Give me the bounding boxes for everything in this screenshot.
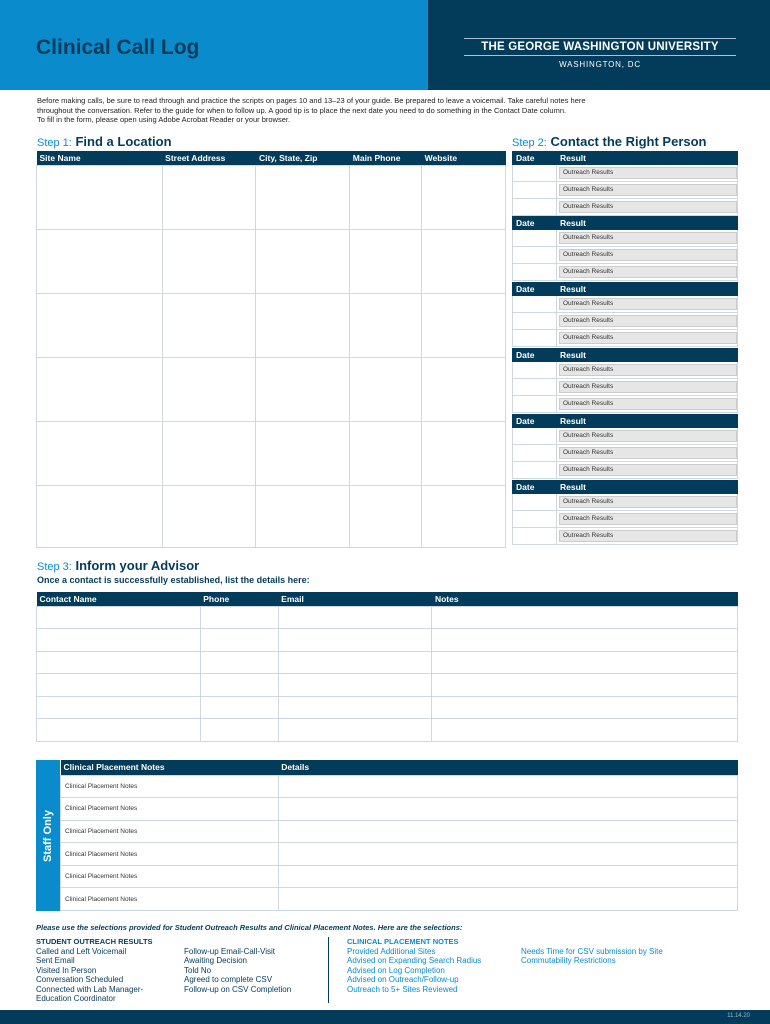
outreach-results-select[interactable]: Outreach Results — [559, 167, 737, 179]
step2-prefix: Step 2: — [512, 137, 547, 149]
advisor-cell[interactable] — [278, 606, 432, 629]
location-row — [37, 421, 506, 485]
contact-group — [512, 348, 738, 413]
location-cell[interactable] — [350, 229, 422, 293]
advisor-row — [37, 651, 738, 674]
date-field[interactable] — [513, 494, 557, 510]
intro-line: throughout the conversation. Refer to the guide for when to follow up. A good tip is to place the next date you need to do something in the Contact Date column. — [37, 105, 567, 115]
contact-group-header — [512, 151, 738, 165]
advisor-cell[interactable] — [278, 719, 432, 742]
step3-prefix: Step 3: — [37, 561, 72, 573]
location-table — [36, 151, 506, 548]
advisor-cell[interactable] — [432, 674, 738, 697]
contact-row — [512, 511, 738, 528]
col-website: Website — [422, 151, 506, 165]
location-row — [37, 293, 506, 357]
outreach-results-select[interactable]: Outreach Results — [559, 232, 737, 244]
date-field[interactable] — [513, 264, 557, 280]
location-row — [37, 165, 506, 229]
location-cell[interactable] — [37, 293, 163, 357]
contact-group — [512, 480, 738, 545]
step1-prefix: Step 1: — [37, 137, 72, 149]
location-cell[interactable] — [37, 229, 163, 293]
contact-group-header — [512, 414, 738, 428]
step3-subtitle: Once a contact is successfully established, list the details here: — [37, 575, 310, 585]
selection-option: Needs Time for CSV submission by Site — [521, 946, 663, 956]
university-logo: THE GEORGE WASHINGTON UNIVERSITY — [464, 38, 736, 56]
date-field[interactable] — [513, 199, 557, 215]
contact-row — [512, 247, 738, 264]
selection-option: Provided Additional Sites — [347, 946, 436, 956]
date-field[interactable] — [513, 247, 557, 263]
location-cell[interactable] — [162, 229, 256, 293]
advisor-cell[interactable] — [432, 651, 738, 674]
date-label: Date — [516, 284, 535, 294]
location-row — [37, 485, 506, 547]
selection-option: Sent Email — [36, 956, 75, 965]
location-cell[interactable] — [37, 165, 163, 229]
date-field[interactable] — [513, 379, 557, 395]
col-contact-name: Contact Name — [37, 592, 201, 606]
contact-row — [512, 165, 738, 182]
clinical-placement-table — [60, 760, 738, 911]
location-cell[interactable] — [422, 357, 506, 421]
contact-group-header — [512, 348, 738, 362]
advisor-row — [37, 696, 738, 719]
contact-row — [512, 296, 738, 313]
selection-option: Advised on Outreach/Follow-up — [347, 975, 459, 984]
advisor-cell[interactable] — [200, 651, 278, 674]
location-cell[interactable] — [256, 165, 350, 229]
selection-option: Conversation Scheduled — [36, 975, 124, 984]
advisor-table — [36, 592, 738, 742]
location-cell[interactable] — [37, 485, 163, 547]
clinical-placement-row — [61, 775, 738, 798]
clinical-placement-row — [61, 798, 738, 821]
location-cell[interactable] — [422, 293, 506, 357]
intro-text — [37, 96, 737, 125]
clinical-placement-row — [61, 888, 738, 911]
clinical-placement-notes-select[interactable]: Clinical Placement Notes — [61, 888, 279, 911]
location-cell[interactable] — [350, 165, 422, 229]
advisor-cell[interactable] — [432, 629, 738, 652]
selection-option: Awaiting Decision — [184, 956, 247, 965]
date-label: Date — [516, 350, 535, 360]
outreach-results-select[interactable]: Outreach Results — [559, 364, 737, 376]
result-label: Result — [560, 350, 586, 360]
selection-option: Follow-up on CSV Completion — [184, 984, 292, 994]
advisor-cell[interactable] — [200, 606, 278, 629]
col-street-address: Street Address — [162, 151, 256, 165]
location-cell[interactable] — [256, 357, 350, 421]
advisor-row — [37, 674, 738, 697]
contact-row — [512, 264, 738, 281]
contact-row — [512, 182, 738, 199]
location-cell[interactable] — [350, 485, 422, 547]
divider — [328, 937, 329, 1003]
clinical-placement-notes-select[interactable]: Clinical Placement Notes — [61, 843, 279, 866]
clinical-placement-row — [61, 843, 738, 866]
selection-option: Education Coordinator — [36, 994, 116, 1003]
footer-code: 11.14.20 — [727, 1013, 750, 1019]
location-cell[interactable] — [256, 421, 350, 485]
details-field[interactable] — [278, 820, 737, 843]
location-cell[interactable] — [162, 357, 256, 421]
step2-heading — [512, 134, 707, 149]
step1-heading — [37, 134, 172, 149]
advisor-cell[interactable] — [37, 719, 201, 742]
advisor-cell[interactable] — [432, 696, 738, 719]
student-outreach-heading: STUDENT OUTREACH RESULTS — [36, 937, 153, 946]
date-field[interactable] — [513, 362, 557, 378]
outreach-results-select[interactable]: Outreach Results — [559, 464, 737, 476]
date-label: Date — [516, 153, 535, 163]
col-email: Email — [278, 592, 432, 606]
location-cell[interactable] — [256, 293, 350, 357]
clinical-placement-list — [347, 937, 481, 994]
col-site-name: Site Name — [37, 151, 163, 165]
contact-row — [512, 494, 738, 511]
advisor-cell[interactable] — [37, 651, 201, 674]
outreach-results-select[interactable]: Outreach Results — [559, 315, 737, 327]
student-outreach-list — [36, 937, 153, 1004]
date-field[interactable] — [513, 445, 557, 461]
selection-option: Called and Left Voicemail — [36, 946, 127, 956]
contact-group — [512, 414, 738, 479]
location-cell[interactable] — [350, 357, 422, 421]
date-field[interactable] — [513, 462, 557, 478]
staff-only-tab — [36, 760, 60, 911]
date-field[interactable] — [513, 396, 557, 412]
result-label: Result — [560, 284, 586, 294]
contact-row — [512, 396, 738, 413]
date-field[interactable] — [513, 330, 557, 346]
contact-group-header — [512, 480, 738, 494]
advisor-cell[interactable] — [200, 629, 278, 652]
col-main-phone: Main Phone — [350, 151, 422, 165]
clinical-placement-row — [61, 820, 738, 843]
contact-row — [512, 230, 738, 247]
selection-option: Follow-up Email-Call-Visit — [184, 946, 275, 956]
outreach-results-select[interactable]: Outreach Results — [559, 201, 737, 213]
selection-option: Commutability Restrictions — [521, 956, 616, 965]
step2-title: Contact the Right Person — [550, 134, 707, 149]
location-cell[interactable] — [422, 165, 506, 229]
advisor-row — [37, 629, 738, 652]
location-row — [37, 357, 506, 421]
location-cell[interactable] — [37, 357, 163, 421]
contact-group-header — [512, 282, 738, 296]
advisor-cell[interactable] — [200, 719, 278, 742]
contact-row — [512, 528, 738, 545]
advisor-cell[interactable] — [200, 696, 278, 719]
date-field[interactable] — [513, 528, 557, 544]
location-cell[interactable] — [350, 293, 422, 357]
details-field[interactable] — [278, 798, 737, 821]
outreach-results-select[interactable]: Outreach Results — [559, 249, 737, 261]
date-field[interactable] — [513, 428, 557, 444]
contact-row — [512, 445, 738, 462]
result-label: Result — [560, 153, 586, 163]
step3-title: Inform your Advisor — [75, 558, 200, 573]
contact-row — [512, 462, 738, 479]
date-field[interactable] — [513, 313, 557, 329]
advisor-cell[interactable] — [37, 606, 201, 629]
advisor-row — [37, 606, 738, 629]
outreach-results-select[interactable]: Outreach Results — [559, 496, 737, 508]
outreach-results-select[interactable]: Outreach Results — [559, 381, 737, 393]
details-field[interactable] — [278, 865, 737, 888]
step3-heading — [37, 558, 199, 573]
selection-option: Agreed to complete CSV — [184, 975, 273, 984]
location-cell[interactable] — [256, 485, 350, 547]
location-row — [37, 229, 506, 293]
date-field[interactable] — [513, 165, 557, 181]
result-label: Result — [560, 482, 586, 492]
date-label: Date — [516, 218, 535, 228]
location-cell[interactable] — [422, 421, 506, 485]
location-cell[interactable] — [162, 165, 256, 229]
location-cell[interactable] — [37, 421, 163, 485]
selection-option: Advised on Expanding Search Radius — [347, 956, 482, 965]
outreach-results-select[interactable]: Outreach Results — [559, 184, 737, 196]
clinical-placement-notes-select[interactable]: Clinical Placement Notes — [61, 865, 279, 888]
contact-row — [512, 428, 738, 445]
contact-row — [512, 313, 738, 330]
advisor-cell[interactable] — [37, 674, 201, 697]
selection-option: Outreach to 5+ Sites Reviewed — [347, 984, 458, 994]
advisor-cell[interactable] — [432, 606, 738, 629]
step1-title: Find a Location — [75, 134, 172, 149]
details-field[interactable] — [278, 775, 737, 798]
date-field[interactable] — [513, 230, 557, 246]
contact-group — [512, 151, 738, 216]
col-notes: Notes — [432, 592, 738, 606]
date-field[interactable] — [513, 511, 557, 527]
clinical-placement-notes-select[interactable]: Clinical Placement Notes — [61, 820, 279, 843]
clinical-placement-list-2 — [521, 947, 663, 966]
intro-line: Before making calls, be sure to read through and practice the scripts on pages 10 and 13–23 of your guide. Be prepared to leave a voicemail. Take careful notes here — [37, 96, 586, 105]
contact-row — [512, 362, 738, 379]
details-field[interactable] — [278, 888, 737, 911]
page-title: Clinical Call Log — [36, 36, 200, 59]
staff-only-label: Staff Only — [42, 809, 54, 862]
footer-bar — [0, 1010, 770, 1024]
advisor-cell[interactable] — [278, 651, 432, 674]
col-details: Details — [278, 760, 737, 775]
selection-option: Advised on Log Completion — [347, 965, 445, 975]
advisor-cell[interactable] — [278, 696, 432, 719]
selection-option: Told No — [184, 965, 212, 975]
selections-title: Please use the selections provided for Student Outreach Results and Clinical Placement Notes. Here are the selections: — [36, 923, 463, 932]
outreach-results-select[interactable]: Outreach Results — [559, 398, 737, 410]
intro-line: To fill in the form, please open using Adobe Acrobat Reader or your browser. — [37, 115, 291, 124]
advisor-cell[interactable] — [37, 696, 201, 719]
date-label: Date — [516, 416, 535, 426]
outreach-results-select[interactable]: Outreach Results — [559, 447, 737, 459]
advisor-cell[interactable] — [278, 674, 432, 697]
outreach-results-select[interactable]: Outreach Results — [559, 430, 737, 442]
outreach-results-select[interactable]: Outreach Results — [559, 332, 737, 344]
selection-option: Visited In Person — [36, 965, 97, 975]
location-cell[interactable] — [256, 229, 350, 293]
outreach-results-select[interactable]: Outreach Results — [559, 266, 737, 278]
contact-group — [512, 216, 738, 281]
date-field[interactable] — [513, 182, 557, 198]
student-outreach-list-2 — [184, 947, 291, 995]
contact-row — [512, 199, 738, 216]
outreach-results-select[interactable]: Outreach Results — [559, 513, 737, 525]
advisor-cell[interactable] — [200, 674, 278, 697]
location-cell[interactable] — [162, 293, 256, 357]
result-label: Result — [560, 218, 586, 228]
advisor-cell[interactable] — [37, 629, 201, 652]
location-cell[interactable] — [422, 229, 506, 293]
contact-group — [512, 282, 738, 347]
contact-row — [512, 379, 738, 396]
outreach-results-select[interactable]: Outreach Results — [559, 298, 737, 310]
clinical-placement-heading: CLINICAL PLACEMENT NOTES — [347, 937, 459, 946]
advisor-cell[interactable] — [432, 719, 738, 742]
contact-row — [512, 330, 738, 347]
clinical-placement-row — [61, 865, 738, 888]
contact-group-header — [512, 216, 738, 230]
location-cell[interactable] — [162, 421, 256, 485]
university-location: WASHINGTON, DC — [559, 60, 641, 69]
location-cell[interactable] — [350, 421, 422, 485]
location-cell[interactable] — [162, 485, 256, 547]
col-clinical-placement-notes: Clinical Placement Notes — [61, 760, 279, 775]
clinical-placement-notes-select[interactable]: Clinical Placement Notes — [61, 798, 279, 821]
date-field[interactable] — [513, 296, 557, 312]
col-city-state-zip: City, State, Zip — [256, 151, 350, 165]
date-label: Date — [516, 482, 535, 492]
clinical-placement-notes-select[interactable]: Clinical Placement Notes — [61, 775, 279, 798]
result-label: Result — [560, 416, 586, 426]
location-cell[interactable] — [422, 485, 506, 547]
advisor-row — [37, 719, 738, 742]
selection-option: Connected with Lab Manager- — [36, 984, 144, 994]
details-field[interactable] — [278, 843, 737, 866]
advisor-cell[interactable] — [278, 629, 432, 652]
outreach-results-select[interactable]: Outreach Results — [559, 530, 737, 542]
col-phone: Phone — [200, 592, 278, 606]
